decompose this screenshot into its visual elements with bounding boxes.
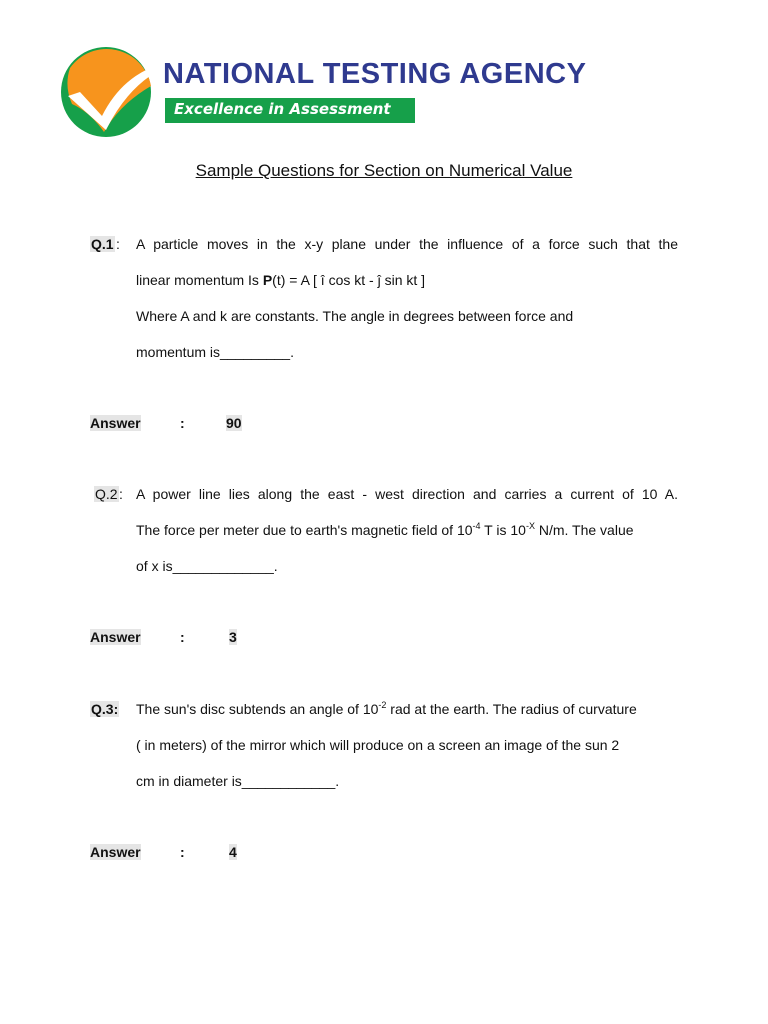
question-1-line-2 — [136, 272, 425, 288]
q1-equation: (t) = A [ î cos kt - ĵ sin kt ] — [272, 272, 426, 288]
document-title: Sample Questions for Section on Numerical Value — [195, 161, 573, 180]
question-3-line-1 — [136, 701, 637, 717]
question-colon: : — [119, 486, 123, 502]
question-1-line-4: momentum is_________. — [136, 344, 294, 360]
q3-text-b: rad at the earth. The radius of curvature — [386, 701, 637, 717]
answer-value: 4 — [229, 844, 237, 860]
q2-text-c: N/m. The value — [534, 522, 634, 538]
answer-value: 90 — [226, 415, 242, 431]
answer-label: Answer — [90, 844, 141, 860]
question-3-line-2: ( in meters) of the mirror which will produce on a screen an image of the sun 2 — [136, 737, 620, 753]
q1-momentum-symbol: P — [262, 272, 273, 288]
q3-exponent: -2 — [378, 700, 387, 710]
question-2-line-3: of x is_____________. — [136, 558, 278, 574]
question-1-line-1: A particle moves in the x-y plane under the influence of a force such that the — [136, 236, 678, 252]
question-number: Q.1 — [91, 236, 114, 252]
q2-text-b: T is 10 — [480, 522, 526, 538]
answer-colon: : — [180, 629, 185, 645]
question-number: Q.3: — [91, 701, 119, 717]
answer-label: Answer — [90, 629, 141, 645]
q2-text-a: The force per meter due to earth's magnetic field of 10 — [136, 522, 473, 538]
answer-colon: : — [180, 415, 185, 431]
q2-exponent-1: -4 — [472, 521, 481, 531]
question-number: Q.2 — [95, 486, 118, 502]
org-name: NATIONAL TESTING AGENCY — [163, 58, 587, 90]
q3-text-a: The sun's disc subtends an angle of 10 — [136, 701, 379, 717]
answer-value: 3 — [229, 629, 237, 645]
answer-colon: : — [180, 844, 185, 860]
question-colon: : — [116, 236, 120, 252]
answer-label: Answer — [90, 415, 141, 431]
nta-check-logo-icon — [60, 46, 152, 138]
question-3-line-3: cm in diameter is____________. — [136, 773, 340, 789]
question-2-line-1: A power line lies along the east - west direction and carries a current of 10 A. — [136, 486, 678, 502]
q1-text-prefix: linear momentum Is — [136, 272, 263, 288]
question-2-line-2 — [136, 522, 634, 538]
question-1-line-3: Where A and k are constants. The angle in degrees between force and — [136, 308, 574, 324]
q2-exponent-2: -X — [525, 521, 535, 531]
tagline: Excellence in Assessment — [174, 100, 391, 118]
